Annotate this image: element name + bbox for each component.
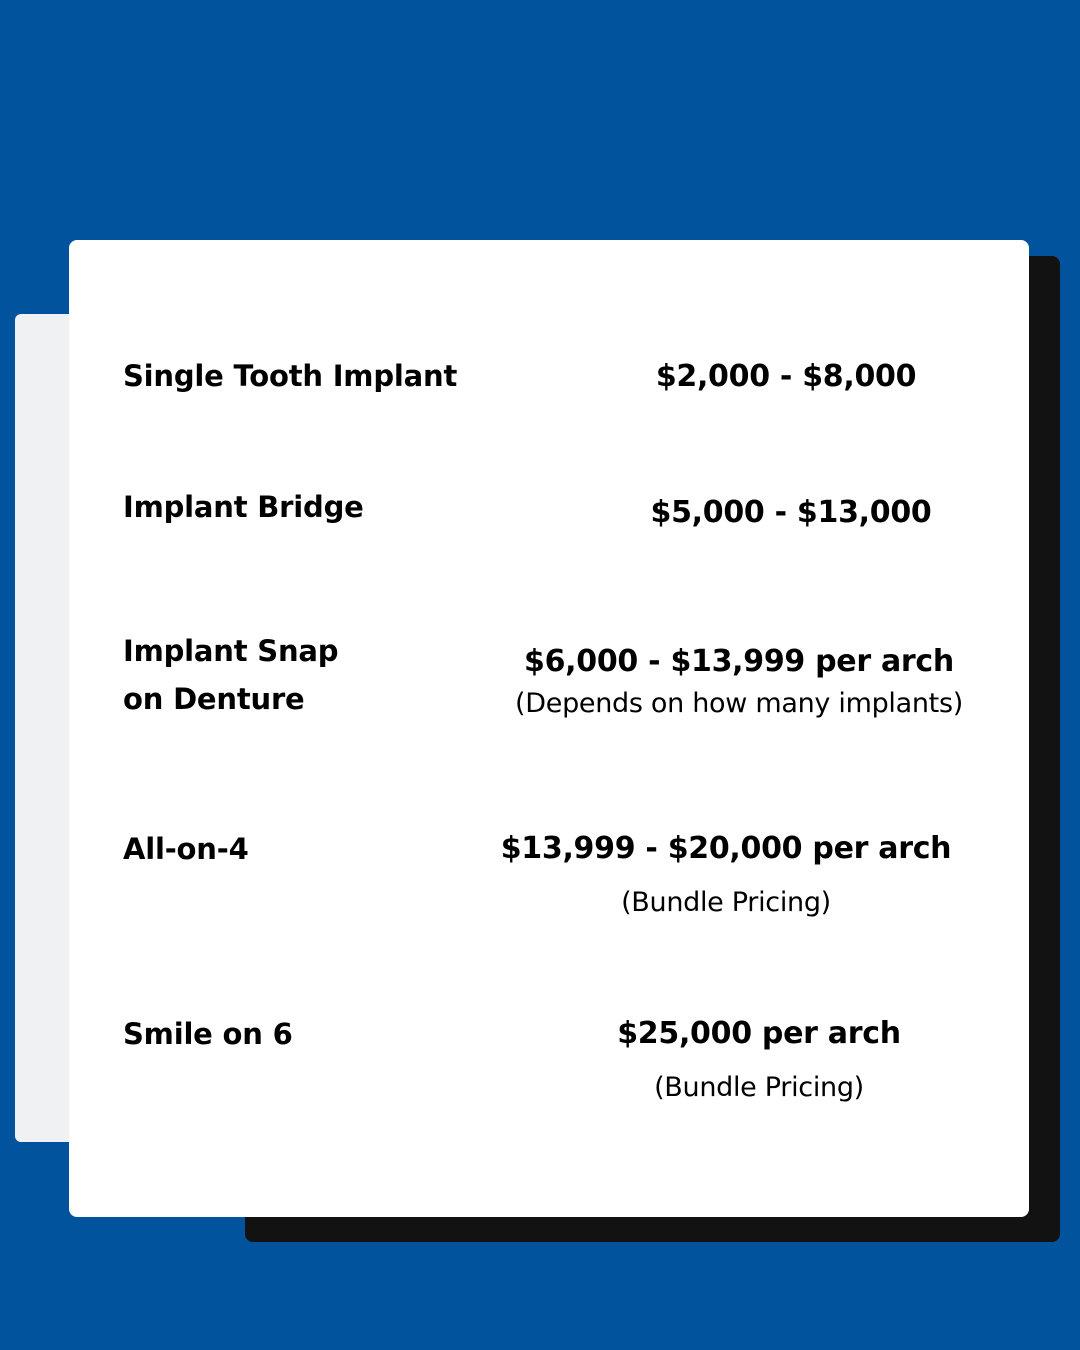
item-name-single-tooth-implant bbox=[123, 352, 457, 400]
item-name-line: Implant Bridge bbox=[123, 490, 364, 524]
item-name-line: on Denture bbox=[123, 682, 305, 716]
item-price: $5,000 - $13,000 bbox=[650, 495, 932, 530]
item-name-implant-bridge bbox=[123, 483, 364, 531]
item-price: $6,000 - $13,999 per arch bbox=[524, 644, 954, 679]
item-note: (Depends on how many implants) bbox=[515, 688, 963, 719]
item-name-line: All-on-4 bbox=[123, 832, 249, 866]
item-price: $13,999 - $20,000 per arch bbox=[500, 831, 952, 866]
item-name-line: Smile on 6 bbox=[123, 1017, 293, 1051]
item-name-smile-on-6 bbox=[123, 1010, 293, 1058]
price-block-implant-snap-on-denture bbox=[474, 642, 1004, 722]
price-block-all-on-4 bbox=[496, 829, 956, 921]
item-note: (Bundle Pricing) bbox=[621, 887, 831, 918]
price-block-implant-bridge bbox=[600, 493, 982, 533]
item-price: $2,000 - $8,000 bbox=[655, 359, 917, 394]
item-price: $25,000 per arch bbox=[617, 1016, 901, 1051]
price-block-smile-on-6 bbox=[560, 1014, 958, 1106]
item-name-line: Implant Snap bbox=[123, 634, 339, 668]
item-name-line: Single Tooth Implant bbox=[123, 359, 458, 393]
price-block-single-tooth-implant bbox=[600, 357, 972, 397]
item-note: (Bundle Pricing) bbox=[654, 1072, 864, 1103]
item-name-all-on-4 bbox=[123, 825, 249, 873]
item-name-implant-snap-on-denture bbox=[123, 627, 338, 723]
